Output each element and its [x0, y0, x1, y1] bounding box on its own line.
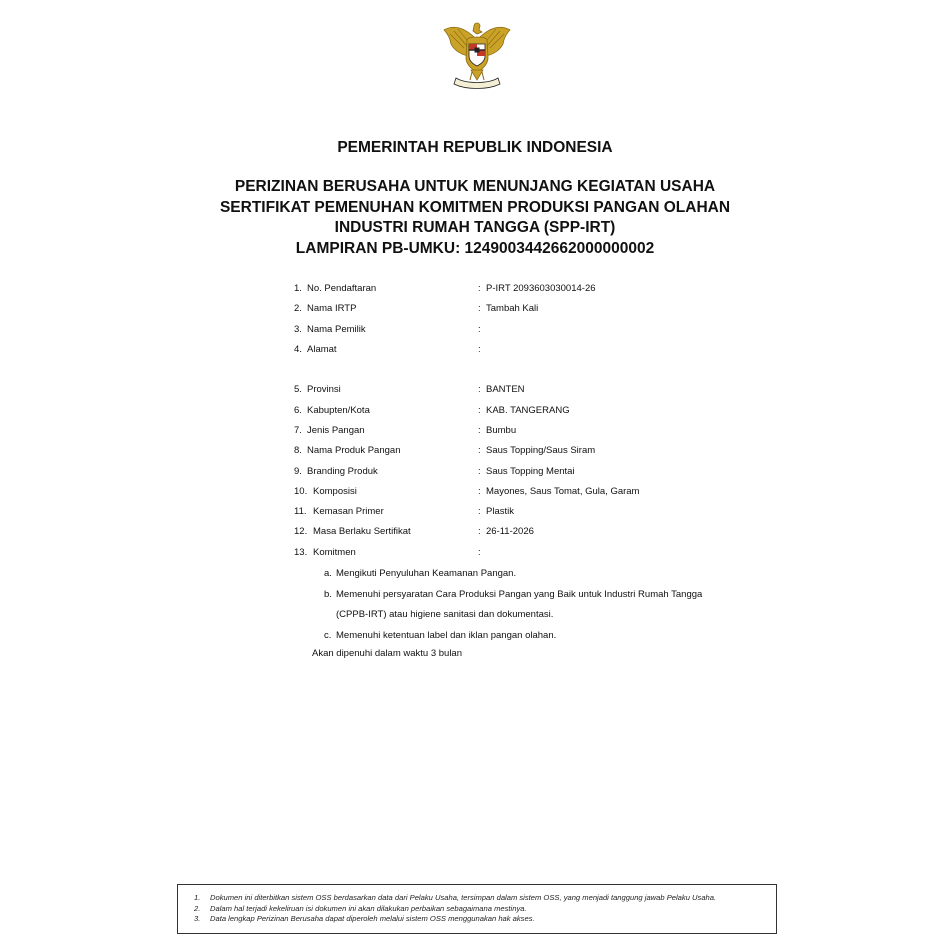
field-colon: : — [478, 384, 481, 396]
field-number: 12. — [294, 526, 308, 538]
field-colon: : — [478, 465, 481, 477]
field-number: 1. — [294, 283, 302, 294]
field-number: 5. — [294, 384, 302, 396]
field-colon: : — [478, 424, 481, 436]
title-line-1: PERIZINAN BERUSAHA UNTUK MENUNJANG KEGIATAN USAHA — [234, 178, 716, 195]
field-label: Alamat — [307, 343, 337, 355]
footer-note — [194, 904, 766, 915]
field-label: Provinsi — [307, 384, 341, 396]
field-row — [294, 484, 714, 504]
field-number: 3. — [294, 323, 302, 335]
field-number: 8. — [294, 445, 302, 457]
government-heading: PEMERINTAH REPUBLIK INDONESIA — [337, 139, 613, 156]
field-value: Mayones, Saus Tomat, Gula, Garam — [486, 485, 640, 497]
field-label: Komposisi — [313, 485, 357, 497]
field-label: Nama Produk Pangan — [307, 445, 401, 457]
commitment-letter: c. — [324, 629, 332, 641]
field-row — [294, 322, 714, 342]
commitment-list — [324, 564, 704, 646]
footer-note-number: 3. — [194, 914, 201, 923]
field-row — [294, 464, 714, 484]
commitment-item — [324, 626, 704, 647]
field-colon: : — [478, 323, 481, 335]
field-label: Nama IRTP — [307, 303, 357, 315]
garuda-emblem-icon — [438, 20, 516, 94]
field-row — [294, 342, 714, 383]
field-label: No. Pendaftaran — [307, 283, 377, 294]
field-value: Tambah Kali — [486, 303, 539, 315]
field-row — [294, 443, 714, 463]
field-value: Bumbu — [486, 424, 517, 436]
commitment-text: Mengikuti Penyuluhan Keamanan Pangan. — [336, 568, 517, 579]
title-line-3: INDUSTRI RUMAH TANGGA (SPP-IRT) — [334, 219, 616, 236]
document-title — [0, 177, 950, 259]
field-number: 9. — [294, 465, 302, 477]
field-row — [294, 281, 714, 301]
field-number: 7. — [294, 424, 302, 436]
field-colon: : — [478, 283, 481, 294]
field-row — [294, 403, 714, 423]
field-number: 4. — [294, 343, 302, 355]
title-line-2: SERTIFIKAT PEMENUHAN KOMITMEN PRODUKSI PANGAN OLAHAN — [219, 198, 731, 216]
field-value: BANTEN — [486, 384, 525, 396]
footer-note-text: Dalam hal terjadi kekeliruan isi dokumen ini akan dilakukan perbaikan sebagaimana mestinya. — [210, 903, 527, 913]
footer-note — [194, 893, 766, 904]
field-colon: : — [478, 526, 481, 538]
field-colon: : — [478, 546, 481, 558]
field-row — [294, 423, 714, 443]
fulfillment-note: Akan dipenuhi dalam waktu 3 bulan — [312, 648, 462, 659]
field-label: Kabupten/Kota — [307, 404, 370, 416]
field-row — [294, 524, 714, 544]
field-label: Kemasan Primer — [313, 506, 384, 518]
commitment-letter: a. — [324, 568, 332, 579]
field-colon: : — [478, 506, 481, 518]
field-number: 11. — [294, 506, 307, 518]
field-row — [294, 301, 714, 321]
commitment-item — [324, 564, 704, 585]
footer-note — [194, 914, 766, 925]
field-value: Plastik — [486, 506, 514, 518]
footer-note-text: Dokumen ini diterbitkan sistem OSS berdasarkan data dari Pelaku Usaha, tersimpan dalam sistem OSS, yang menjadi tanggung jawab Pelaku Usaha. — [210, 893, 717, 902]
field-colon: : — [478, 485, 481, 497]
commitment-text: Memenuhi persyaratan Cara Produksi Pangan yang Baik untuk Industri Rumah Tangga (CPPB-IRT) atau higiene sanitasi dan dokumentasi. — [336, 588, 703, 620]
field-row — [294, 545, 714, 565]
field-value: Saus Topping Mentai — [486, 465, 575, 477]
field-colon: : — [478, 404, 481, 416]
footer-note-number: 2. — [194, 903, 201, 913]
field-number: 2. — [294, 303, 302, 315]
commitment-item — [324, 585, 704, 626]
field-label: Komitmen — [313, 546, 356, 558]
field-label: Nama Pemilik — [307, 323, 366, 335]
field-colon: : — [478, 343, 481, 355]
footer-note-number: 1. — [194, 893, 201, 902]
field-number: 10. — [294, 485, 308, 497]
field-colon: : — [478, 303, 481, 315]
footer-notes-box — [177, 884, 777, 934]
field-row — [294, 504, 714, 524]
field-value: 26-11-2026 — [486, 526, 534, 538]
commitment-letter: b. — [324, 588, 332, 600]
field-label: Jenis Pangan — [307, 424, 365, 436]
field-value: Saus Topping/Saus Siram — [486, 445, 596, 457]
field-number: 13. — [294, 546, 308, 558]
field-colon: : — [478, 445, 481, 457]
certificate-fields — [294, 281, 714, 565]
field-label: Branding Produk — [307, 465, 378, 477]
footer-note-text: Data lengkap Perizinan Berusaha dapat diperoleh melalui sistem OSS menggunakan hak akses. — [210, 914, 535, 923]
field-value: P-IRT 2093603030014-26 — [486, 283, 596, 294]
field-value: KAB. TANGERANG — [486, 404, 570, 416]
field-number: 6. — [294, 404, 302, 416]
title-line-4: LAMPIRAN PB-UMKU: 1249003442662000000002 — [295, 239, 655, 257]
commitment-text: Memenuhi ketentuan label dan iklan pangan olahan. — [336, 629, 557, 641]
field-label: Masa Berlaku Sertifikat — [313, 526, 411, 538]
field-row — [294, 382, 714, 402]
